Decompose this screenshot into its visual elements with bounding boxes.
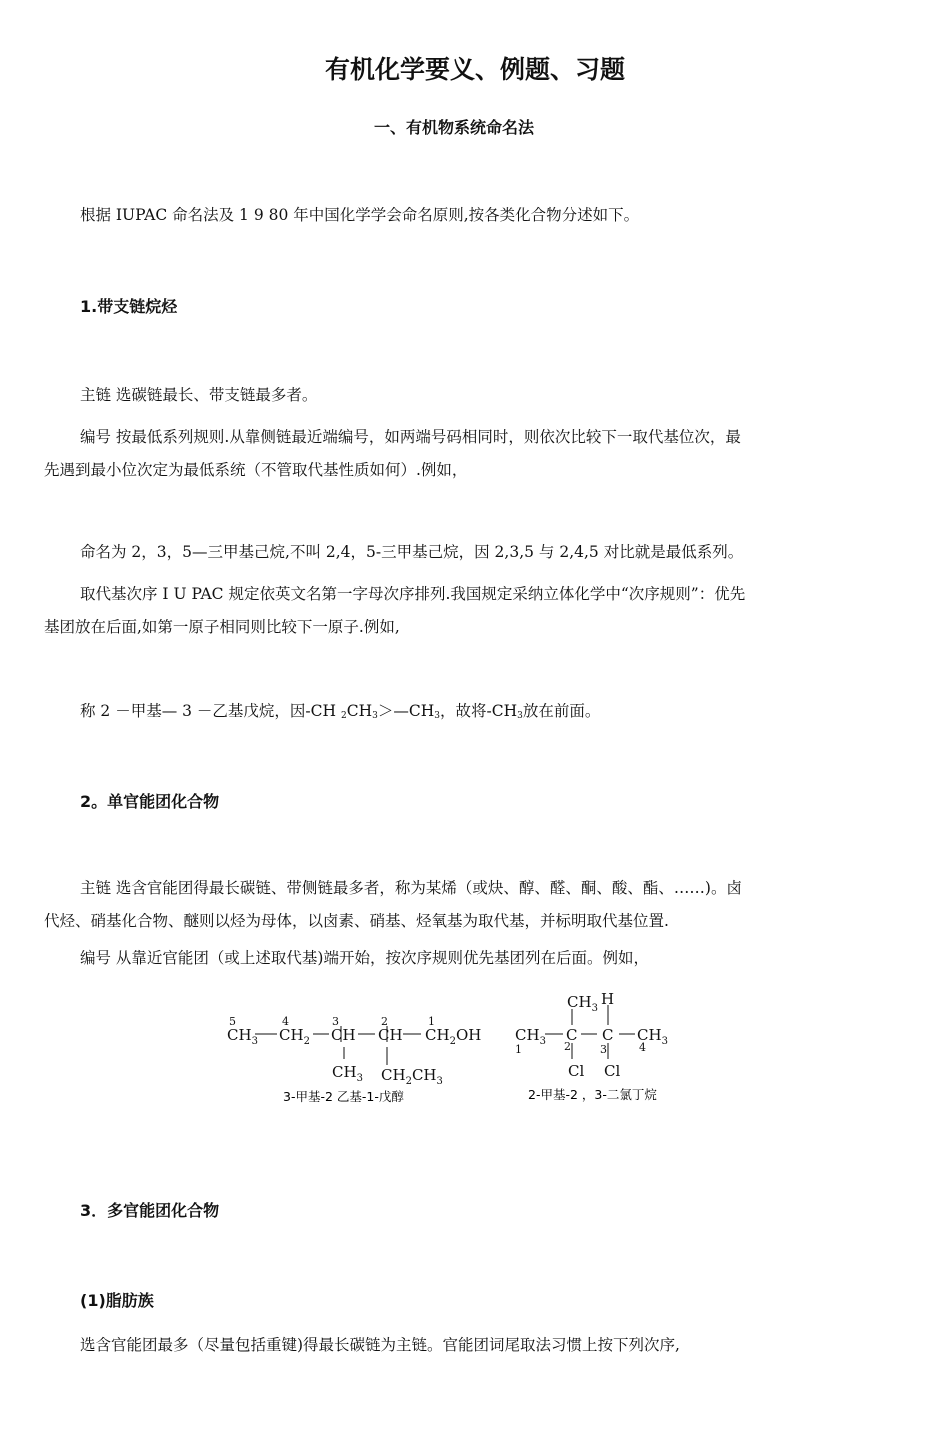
atom-ethyl: $CH_2CH_3$ (381, 1066, 443, 1087)
locant-3: 3 (332, 1015, 339, 1028)
atom-r-cl-2: Cl (604, 1062, 621, 1080)
single-functional-paragraph (44, 872, 869, 938)
locant-5: 5 (229, 1015, 236, 1028)
example-mid-2: ＞—CH (377, 702, 435, 720)
atom-r-c2: C (566, 1026, 578, 1044)
atom-r-methyl: $CH_3$ (567, 993, 598, 1014)
example-mid-3: ，故将-CH (439, 702, 518, 720)
locant-4: 4 (282, 1015, 289, 1028)
p2-line-1: 主链 选含官能团得最长碳链、带侧链最多者，称为某烯（或炔、醇、醛、酮、酸、酯、……)。卤 (80, 879, 742, 897)
numbering-line-1: 编号 按最低系列规则.从靠侧链最近端编号，如两端号码相同时，则依次比较下一取代基位次，最 (80, 428, 741, 446)
page-title: 有机化学要义、例题、习题 (324, 55, 625, 84)
heading-branched-alkanes: 1.带支链烷烃 (80, 297, 178, 316)
order-line-2: 基团放在后面,如第一原子相同则比较下一原子.例如, (44, 618, 400, 636)
atom-r-c4: $CH_3$ (637, 1026, 668, 1047)
order-line-1: 取代基次序 I U PAC 规定依英文名第一字母次序排列.我国规定采纳立体化学中“次序规则”：优先 (80, 585, 746, 603)
atom-r-cl-1: Cl (568, 1062, 585, 1080)
locant-1: 1 (428, 1015, 435, 1028)
example-pre: 称 2 －甲基— 3 －乙基戊烷，因-CH (80, 702, 341, 720)
named-paragraph: 命名为 2，3，5—三甲基己烷,不叫 2,4，5-三甲基己烷，因 2,3,5 与 2,4,5 对比就是最低系列。 (80, 543, 744, 561)
p2-line-2: 代烃、硝基化合物、醚则以烃为母体，以卤素、硝基、烃氧基为取代基，并标明取代基位置. (44, 912, 669, 930)
locant-r-2: 2 (564, 1040, 571, 1053)
caption-right: 2-甲基-2 ，3-二氯丁烷 (528, 1087, 657, 1102)
atom-r-c1: $CH_3$ (515, 1026, 546, 1047)
locant-r-4: 4 (639, 1041, 646, 1054)
section-heading: 一、有机物系统命名法 (373, 118, 534, 137)
locant-r-3: 3 (600, 1043, 607, 1056)
atom-c3: CH (331, 1026, 356, 1044)
atom-r-h: H (601, 990, 615, 1008)
atom-c2: CH (378, 1026, 403, 1044)
locant-2: 2 (381, 1015, 388, 1028)
atom-r-c3: C (602, 1026, 614, 1044)
example-sub-4: 3 (517, 711, 523, 721)
atom-c1: $CH_2OH$ (425, 1026, 482, 1047)
main-chain-paragraph: 主链 选碳链最长、带支链最多者。 (80, 386, 318, 404)
example-sub-3: 3 (434, 711, 440, 721)
atom-c4: $CH_2$ (279, 1026, 310, 1047)
example-post: 放在前面。 (522, 702, 601, 720)
atom-c5: $CH_3$ (227, 1026, 258, 1047)
p2-numbering-paragraph: 编号 从靠近官能团（或上述取代基)端开始，按次序规则优先基团列在后面。例如， (80, 949, 649, 967)
heading-aliphatic: (1)脂肪族 (80, 1291, 154, 1310)
numbering-paragraph (44, 421, 869, 487)
numbering-line-2: 先遇到最小位次定为最低系统（不管取代基性质如何）.例如， (44, 461, 468, 479)
heading-single-functional: 2。单官能团化合物 (80, 792, 220, 811)
example-mid-1: CH (346, 702, 373, 720)
example-sub-1: 2 (340, 711, 347, 721)
substituent-order-paragraph (44, 578, 869, 644)
structure-figure (215, 985, 685, 1115)
heading-multi-functional: 3．多官能团化合物 (80, 1201, 220, 1220)
locant-r-1: 1 (515, 1043, 522, 1056)
intro-paragraph: 根据 IUPAC 命名法及 1 9 80 年中国化学学会命名原则,按各类化合物分述如下。 (80, 206, 640, 224)
example-paragraph (80, 699, 600, 721)
caption-left: 3-甲基-2 乙基-1-戊醇 (283, 1089, 404, 1104)
example-sub-2: 3 (372, 711, 378, 721)
aliphatic-paragraph: 选含官能团最多（尽量包括重键)得最长碳链为主链。官能团词尾取法习惯上按下列次序, (80, 1336, 680, 1354)
atom-methyl: $CH_3$ (332, 1063, 363, 1084)
